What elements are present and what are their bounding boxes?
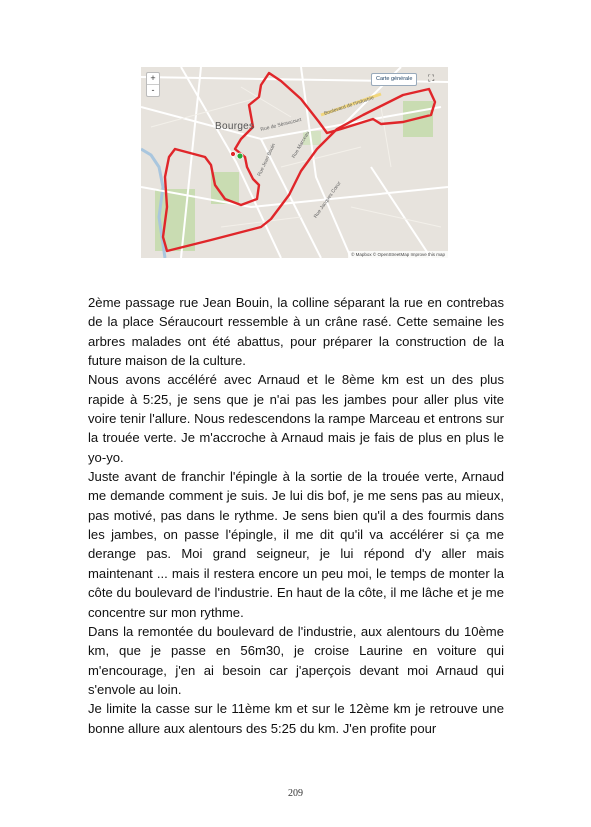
street-label: Rue Marceau	[290, 130, 312, 160]
paragraph: Je limite la casse sur le 11ème km et sur le 12ème km je retrouve une bonne allure aux alentours des 5:25 du km. J'en profite pour	[88, 701, 504, 736]
street-label: Rue Jacques Cœur	[312, 180, 343, 220]
body-text	[88, 293, 504, 738]
zoom-out-button[interactable]: -	[151, 85, 155, 95]
paragraph: Dans la remontée du boulevard de l'industrie, aux alentours du 10ème km, que je passe en 56m30, je croise Laurine en voiture qui m'encourage, j'en ai besoin car j'aperçois devant moi Arnaud qui s'envole au loin.	[88, 623, 504, 697]
street-label: Rue Jean Bouin	[256, 142, 278, 178]
page-number: 209	[288, 788, 303, 799]
end-marker	[231, 152, 236, 157]
layer-select[interactable]: Carte générale	[371, 73, 417, 86]
fullscreen-icon[interactable]: ⛶	[428, 73, 435, 83]
paragraph: 2ème passage rue Jean Bouin, la colline séparant la rue en contrebas de la place Séraucourt ressemble à un crâne rasé. Cette semaine les arbres malades ont été abattus, pour préparer la construction de la future maison de la culture.	[88, 295, 504, 369]
street-label: Boulevard de l'Industrie	[323, 95, 375, 117]
map-canvas	[141, 67, 448, 258]
map-attribution[interactable]: © Mapbox © OpenStreetMap Improve this map	[348, 251, 448, 258]
route-map[interactable]	[141, 67, 448, 258]
zoom-control	[146, 72, 160, 97]
town-label: Bourges	[215, 121, 255, 132]
street-label: Rue de Séraucourt	[259, 117, 303, 133]
paragraph: Juste avant de franchir l'épingle à la sortie de la trouée verte, Arnaud me demande comment je suis. Je lui dis bof, je me sens pas au mieux, pas motivé, pas dans le rythme. Je sens bien qu'il a des fourmis dans les jambes, on passe l'épingle, il me dit qu'il va accélérer si ça me derange pas. Moi grand seigneur, je lui répond d'y aller mais maintenant ... mais il restera encore un peu moi, le temps de monter la côte du boulevard de l'industrie. En haut de la côte, il me lâche et je me concentre sur mon rythme.	[88, 469, 504, 620]
zoom-in-button[interactable]: +	[147, 73, 159, 85]
paragraph: Nous avons accéléré avec Arnaud et le 8ème km est un des plus rapide à 5:25, je sens que je n'ai pas les jambes pour aller plus vite voire tenir l'allure. Nous redescendons la rampe Marceau et entrons sur la trouée verte. Je m'accroche à Arnaud mais je fais de plus en plus le yo-yo.	[88, 372, 504, 465]
start-marker	[237, 153, 243, 159]
